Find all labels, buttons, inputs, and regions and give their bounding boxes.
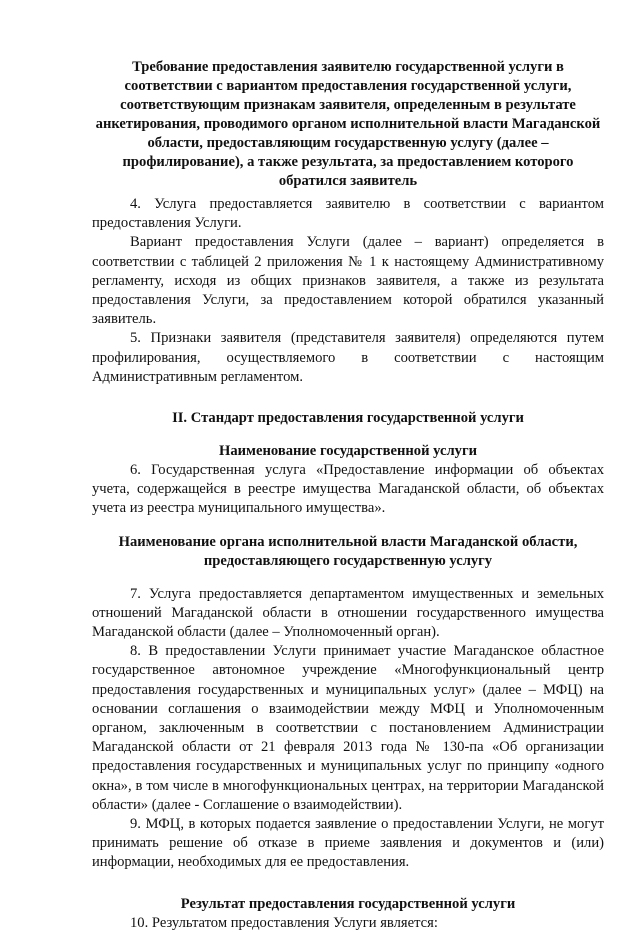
heading-authority-name: Наименование органа исполнительной власти Магаданской области, предоставляющего государственную услугу (118, 533, 578, 569)
heading-service-result: Результат предоставления государственной услуги (180, 895, 516, 912)
paragraph-5: 5. Признаки заявителя (представителя заявителя) определяются путем профилирования, осуществляемого в соответствии с настоящим Административным регламентом. (92, 330, 604, 385)
paragraph-7: 7. Услуга предоставляется департаментом имущественных и земельных отношений Магаданской области в отношении государственного имущества Магаданской области (далее – Уполномоченный орган). (92, 585, 604, 641)
paragraph-8: 8. В предоставлении Услуги принимает участие Магаданское областное государственное автономное учреждение «Многофункциональный центр предоставления государственных и муниципальных услуг» (далее – МФЦ) на основании соглашения о взаимодействии между МФЦ и Уполномоченным органом, заключенным в соответствии с постановлением Администрации Магаданской области от 21 февраля 2013 года № 130-па «Об организации предоставления государственных и муниципальных услуг по принципу «одного окна», в том числе в многофункциональных центрах, на территории Магаданской области» (далее - Соглашение о взаимодействии). (92, 643, 604, 813)
heading-service-name: Наименование государственной услуги (219, 443, 477, 460)
document-page (92, 58, 604, 933)
paragraph-4: 4. Услуга предоставляется заявителю в соответствии с вариантом предоставления Услуги. (92, 196, 604, 232)
paragraph-6: 6. Государственная услуга «Предоставление информации об объектах учета, содержащейся в реестре имущества Магаданской области, об объектах учета из реестра муниципального имущества». (92, 462, 604, 517)
section-2-title: II. Стандарт предоставления государственной услуги (172, 410, 524, 427)
heading-variant-requirement: Требование предоставления заявителю государственной услуги в соответствии с вариантом предоставления государственной услуги, соответствующим признакам заявителя, определенным в результате анкетирования, проводимого органом исполнительной власти Магаданской области, предоставляющим государственную услугу (далее – профилирование), а также результата, за предоставлением которого обратился заявитель (95, 59, 601, 189)
paragraph-9: 9. МФЦ, в которых подается заявление о предоставлении Услуги, не могут принимать решение об отказе в приеме заявления и документов и (или) информации, необходимых для ее предоставления. (92, 816, 604, 871)
paragraph-10: 10. Результатом предоставления Услуги является: (130, 914, 438, 931)
paragraph-4-variant: Вариант предоставления Услуги (далее – вариант) определяется в соответствии с таблицей 2 приложения № 1 к настоящему Административному регламенту, исходя из общих признаков заявителя, а также из результата предоставления Услуги, за предоставлением которой обратился указанный заявитель. (92, 234, 604, 328)
